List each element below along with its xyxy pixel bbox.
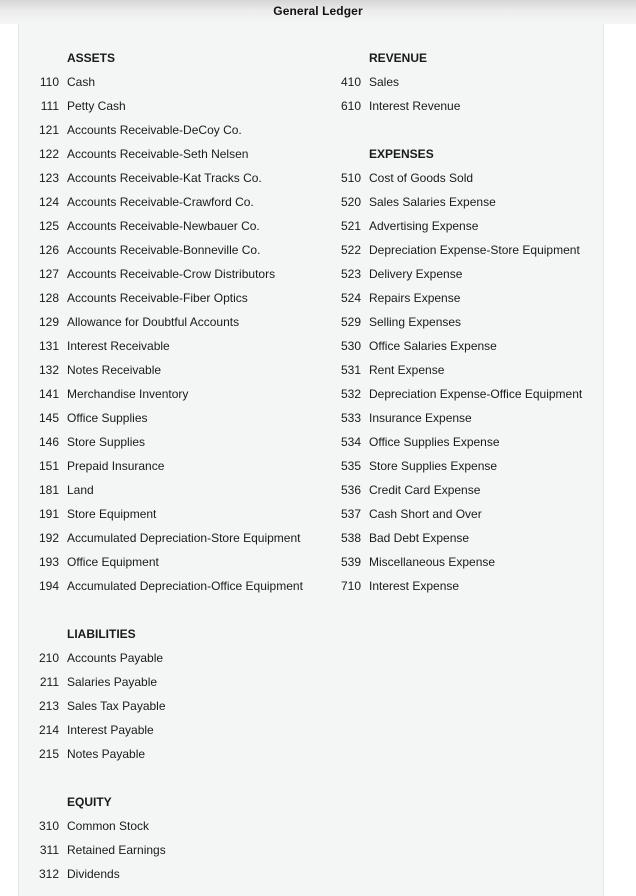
equity-account-row bbox=[19, 818, 319, 834]
expenses-account-row bbox=[321, 362, 603, 378]
expenses-account-row bbox=[321, 170, 603, 186]
account-name: Accounts Receivable-Newbauer Co. bbox=[67, 219, 260, 233]
account-number: 537 bbox=[340, 507, 361, 521]
account-name: Delivery Expense bbox=[369, 267, 463, 281]
account-number: 192 bbox=[38, 531, 59, 545]
expenses-account-row bbox=[321, 218, 603, 234]
assets-account-row bbox=[19, 434, 319, 450]
account-name: Cost of Goods Sold bbox=[369, 171, 474, 185]
assets-account-row bbox=[19, 530, 319, 546]
account-name: Allowance for Doubtful Accounts bbox=[67, 315, 240, 329]
ledger-sheet bbox=[18, 20, 604, 896]
account-name: Store Equipment bbox=[67, 507, 157, 521]
page-title: General Ledger bbox=[273, 4, 363, 18]
account-number: 529 bbox=[340, 315, 361, 329]
account-name: Notes Receivable bbox=[67, 363, 162, 377]
expenses-account-row bbox=[321, 554, 603, 570]
liabilities-heading: LIABILITIES bbox=[67, 627, 136, 641]
expenses-account-row bbox=[321, 386, 603, 402]
account-number: 121 bbox=[38, 123, 59, 137]
account-name: Office Salaries Expense bbox=[369, 339, 497, 353]
account-name: Cash Short and Over bbox=[369, 507, 482, 521]
account-name: Common Stock bbox=[67, 819, 150, 833]
account-number: 126 bbox=[38, 243, 59, 257]
account-name: Accumulated Depreciation-Store Equipment bbox=[67, 531, 301, 545]
assets-account-row bbox=[19, 170, 319, 186]
account-name: Interest Receivable bbox=[67, 339, 170, 353]
account-number: 523 bbox=[340, 267, 361, 281]
assets-account-row bbox=[19, 146, 319, 162]
assets-account-row bbox=[19, 98, 319, 114]
account-name: Sales Salaries Expense bbox=[369, 195, 496, 209]
account-number: 124 bbox=[38, 195, 59, 209]
account-number: 128 bbox=[38, 291, 59, 305]
assets-account-row bbox=[19, 266, 319, 282]
assets-account-row bbox=[19, 482, 319, 498]
equity-heading: EQUITY bbox=[67, 795, 112, 809]
liabilities-account-row bbox=[19, 722, 319, 738]
account-number: 181 bbox=[38, 483, 59, 497]
assets-account-row bbox=[19, 554, 319, 570]
account-name: Cash bbox=[67, 75, 96, 89]
account-name: Selling Expenses bbox=[369, 315, 462, 329]
account-number: 536 bbox=[340, 483, 361, 497]
expenses-account-row bbox=[321, 266, 603, 282]
account-name: Sales bbox=[369, 75, 400, 89]
account-name: Petty Cash bbox=[67, 99, 126, 113]
account-number: 194 bbox=[38, 579, 59, 593]
liabilities-account-row bbox=[19, 650, 319, 666]
expenses-account-row bbox=[321, 530, 603, 546]
account-number: 534 bbox=[340, 435, 361, 449]
expenses-account-row bbox=[321, 314, 603, 330]
account-number: 535 bbox=[340, 459, 361, 473]
account-name: Interest Revenue bbox=[369, 99, 461, 113]
account-number: 510 bbox=[340, 171, 361, 185]
account-name: Bad Debt Expense bbox=[369, 531, 470, 545]
account-name: Accounts Receivable-DeCoy Co. bbox=[67, 123, 242, 137]
expenses-account-row bbox=[321, 338, 603, 354]
account-number: 193 bbox=[38, 555, 59, 569]
account-number: 110 bbox=[39, 75, 59, 89]
account-number: 312 bbox=[38, 867, 59, 881]
account-number: 210 bbox=[38, 651, 59, 665]
expenses-account-row bbox=[321, 434, 603, 450]
account-name: Salaries Payable bbox=[67, 675, 158, 689]
assets-account-row bbox=[19, 122, 319, 138]
account-name: Miscellaneous Expense bbox=[369, 555, 496, 569]
account-name: Dividends bbox=[67, 867, 120, 881]
account-number: 132 bbox=[38, 363, 59, 377]
account-name: Office Supplies Expense bbox=[369, 435, 500, 449]
account-name: Accounts Receivable-Seth Nelsen bbox=[67, 147, 249, 161]
assets-account-row bbox=[19, 194, 319, 210]
expenses-account-row bbox=[321, 242, 603, 258]
account-number: 214 bbox=[38, 723, 59, 737]
account-number: 530 bbox=[340, 339, 361, 353]
account-number: 213 bbox=[38, 699, 59, 713]
account-name: Notes Payable bbox=[67, 747, 146, 761]
account-name: Insurance Expense bbox=[369, 411, 472, 425]
revenue-account-row bbox=[321, 98, 603, 114]
account-number: 310 bbox=[38, 819, 59, 833]
assets-account-row bbox=[19, 74, 319, 90]
assets-account-row bbox=[19, 290, 319, 306]
account-name: Office Equipment bbox=[67, 555, 159, 569]
account-name: Sales Tax Payable bbox=[67, 699, 166, 713]
account-number: 129 bbox=[38, 315, 59, 329]
expenses-account-row bbox=[321, 506, 603, 522]
assets-account-row bbox=[19, 458, 319, 474]
expenses-account-row bbox=[321, 290, 603, 306]
account-name: Merchandise Inventory bbox=[67, 387, 189, 401]
expenses-account-row bbox=[321, 578, 603, 594]
account-number: 127 bbox=[38, 267, 59, 281]
account-number: 111 bbox=[40, 99, 59, 113]
account-number: 524 bbox=[340, 291, 361, 305]
account-number: 131 bbox=[38, 339, 59, 353]
account-number: 191 bbox=[38, 507, 59, 521]
account-number: 141 bbox=[38, 387, 59, 401]
account-name: Depreciation Expense-Office Equipment bbox=[369, 387, 583, 401]
account-number: 125 bbox=[38, 219, 59, 233]
account-name: Credit Card Expense bbox=[369, 483, 481, 497]
account-name: Repairs Expense bbox=[369, 291, 461, 305]
expenses-account-row bbox=[321, 482, 603, 498]
account-number: 123 bbox=[38, 171, 59, 185]
assets-account-row bbox=[19, 386, 319, 402]
liabilities-account-row bbox=[19, 674, 319, 690]
account-number: 215 bbox=[38, 747, 59, 761]
account-number: 410 bbox=[340, 75, 361, 89]
account-name: Depreciation Expense-Store Equipment bbox=[369, 243, 580, 257]
assets-account-row bbox=[19, 506, 319, 522]
account-number: 610 bbox=[340, 99, 361, 113]
expenses-account-row bbox=[321, 410, 603, 426]
equity-account-row bbox=[19, 842, 319, 858]
account-name: Interest Expense bbox=[369, 579, 460, 593]
account-number: 311 bbox=[39, 843, 59, 857]
account-name: Interest Payable bbox=[67, 723, 154, 737]
account-name: Land bbox=[67, 483, 94, 497]
account-name: Prepaid Insurance bbox=[67, 459, 165, 473]
account-name: Accumulated Depreciation-Office Equipment bbox=[67, 579, 303, 593]
assets-account-row bbox=[19, 578, 319, 594]
account-number: 522 bbox=[340, 243, 361, 257]
account-name: Accounts Payable bbox=[67, 651, 164, 665]
account-name: Accounts Receivable-Kat Tracks Co. bbox=[67, 171, 262, 185]
account-number: 145 bbox=[38, 411, 59, 425]
assets-heading: ASSETS bbox=[67, 51, 116, 65]
account-number: 531 bbox=[340, 363, 361, 377]
liabilities-account-row bbox=[19, 746, 319, 762]
assets-account-row bbox=[19, 338, 319, 354]
account-name: Accounts Receivable-Fiber Optics bbox=[67, 291, 248, 305]
assets-account-row bbox=[19, 218, 319, 234]
expenses-account-row bbox=[321, 194, 603, 210]
account-name: Rent Expense bbox=[369, 363, 445, 377]
account-name: Retained Earnings bbox=[67, 843, 166, 857]
account-number: 211 bbox=[39, 675, 59, 689]
assets-account-row bbox=[19, 242, 319, 258]
account-number: 146 bbox=[38, 435, 59, 449]
account-number: 521 bbox=[340, 219, 361, 233]
revenue-account-row bbox=[321, 74, 603, 90]
account-number: 710 bbox=[340, 579, 361, 593]
assets-account-row bbox=[19, 362, 319, 378]
account-name: Accounts Receivable-Bonneville Co. bbox=[67, 243, 261, 257]
account-name: Office Supplies bbox=[67, 411, 148, 425]
equity-account-row bbox=[19, 866, 319, 882]
assets-account-row bbox=[19, 314, 319, 330]
account-number: 520 bbox=[340, 195, 361, 209]
account-name: Store Supplies bbox=[67, 435, 146, 449]
expenses-heading: EXPENSES bbox=[369, 147, 434, 161]
account-number: 151 bbox=[38, 459, 59, 473]
liabilities-account-row bbox=[19, 698, 319, 714]
account-name: Advertising Expense bbox=[369, 219, 479, 233]
account-name: Store Supplies Expense bbox=[369, 459, 498, 473]
assets-account-row bbox=[19, 410, 319, 426]
revenue-heading: REVENUE bbox=[369, 51, 428, 65]
account-name: Accounts Receivable-Crow Distributors bbox=[67, 267, 276, 281]
account-number: 538 bbox=[340, 531, 361, 545]
account-name: Accounts Receivable-Crawford Co. bbox=[67, 195, 254, 209]
account-number: 533 bbox=[340, 411, 361, 425]
account-number: 539 bbox=[340, 555, 361, 569]
account-number: 532 bbox=[340, 387, 361, 401]
account-number: 122 bbox=[38, 147, 59, 161]
expenses-account-row bbox=[321, 458, 603, 474]
